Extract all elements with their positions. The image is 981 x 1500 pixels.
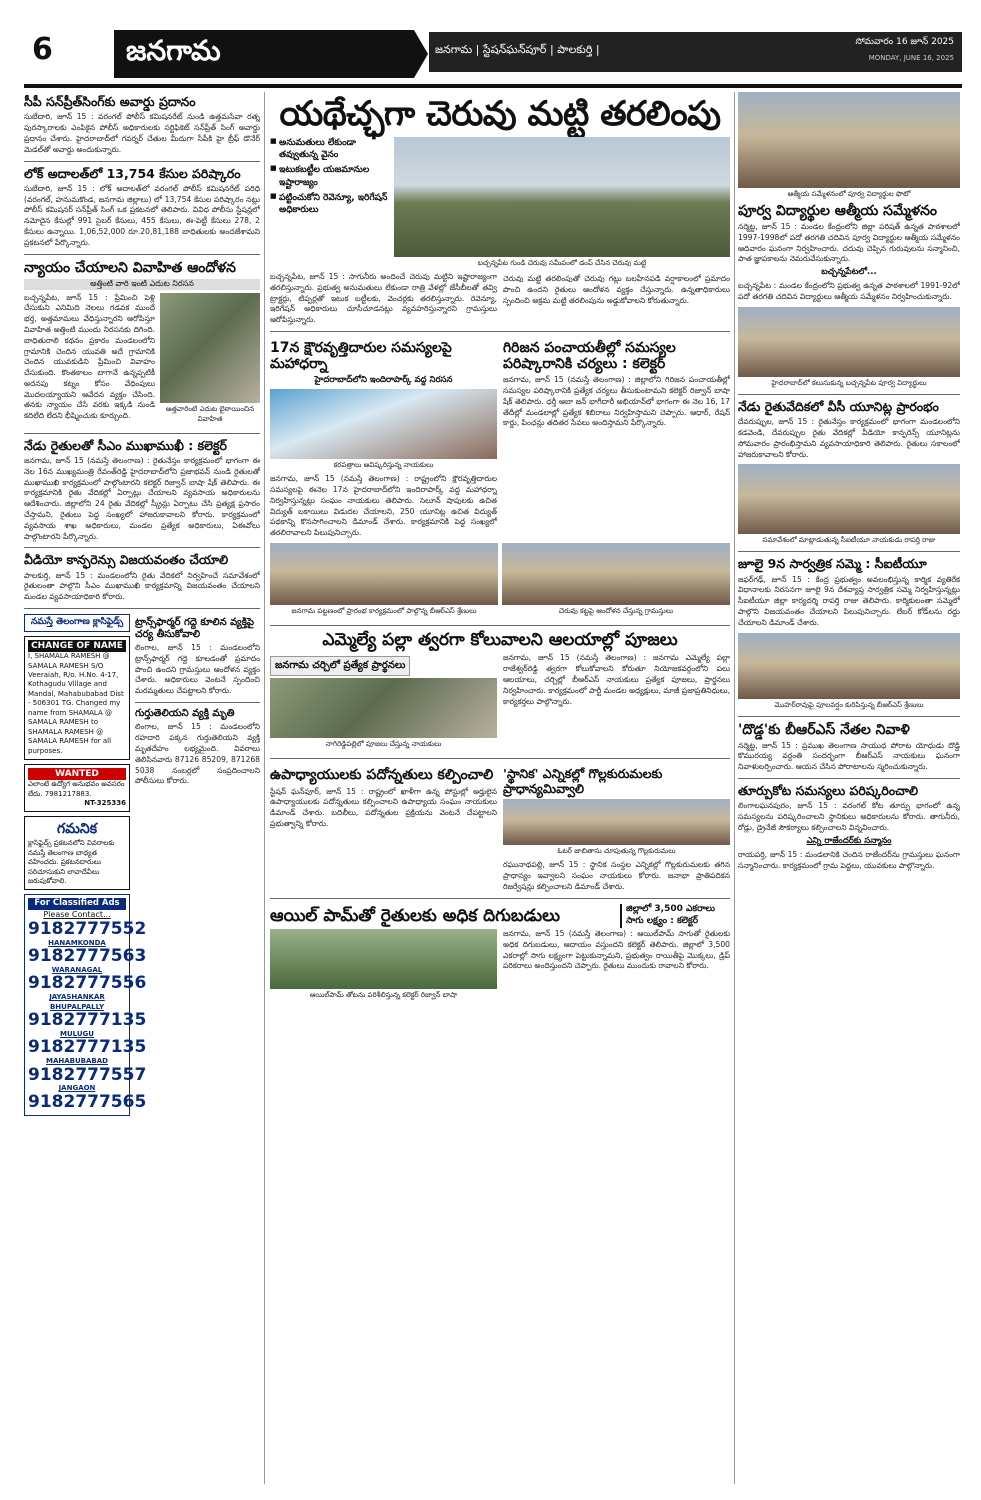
oilpalm-photo-col — [270, 929, 497, 1004]
story-with-photo — [24, 293, 260, 428]
photo-caption: ఓటర్ జాబితాను చూపుతున్న గొల్లకురుమలు — [557, 847, 676, 856]
column-divider — [264, 92, 265, 1484]
subheadline: జనగామ చర్చిలో ప్రత్యేక ప్రార్థనలు — [270, 656, 410, 676]
column-divider — [734, 92, 735, 1484]
pamphlet-photo — [270, 389, 497, 459]
alumni-photo — [738, 307, 960, 377]
article-body: స్టేషన్ ఘన్‌పూర్, జూన్ 15 : రాష్ట్రంలో ఖాళీగా ఉన్న పోస్టుల్లో అర్హులైన ఉపాధ్యాయులకు పదోన్నతులు కల్పించాలని ఉపాధ్యాయ సంఘం నాయకులు డిమాండ్ చేశారు. బదిలీలు, పదోన్నతుల ప్రక్రియను వెంటనే చేపట్టాలని ప్రభుత్వాన్ని కోరారు. — [270, 786, 497, 828]
headline: ఎమ్మెల్యే పల్లా త్వరగా కోలువాలని ఆలయాల్లో పూజలు — [322, 629, 678, 650]
third-row — [270, 764, 730, 892]
divider — [270, 898, 730, 899]
article-body: లింగాలఘనపురం, జూన్ 15 : వరంగల్ కోట తూర్పు భాగంలో ఉన్న సమస్యలను పరిష్కరించాలని స్థానికులు అధికారులను కోరారు. తాగునీరు, రోడ్లు, డ్రైనేజీ సౌకర్యాలు కల్పించాలని విన్నవించారు. — [738, 801, 960, 832]
prayers-photo-col — [270, 653, 497, 753]
story-prayers — [270, 653, 730, 753]
phone-region: JAYASHANKAR BHUPALPALLY — [49, 993, 105, 1011]
headline: ఉపాధ్యాయులకు పదోన్నతులు కల్పించాలి — [270, 767, 494, 784]
event-photo — [502, 543, 730, 605]
classifieds-brand: నమస్తే తెలంగాణ క్లాసిఫైడ్స్ — [24, 614, 130, 632]
ad-code: NT-325336 — [84, 798, 126, 807]
photo-caption: హైదరాబాద్‌లో కలుసుకున్న బచ్చన్నపేట పూర్వ విద్యార్థులు — [771, 378, 927, 387]
article-body: రాయపర్తి, జూన్ 15 : మండలానికి చెందిన రాజేందర్‌ను గ్రామస్తులు ఘనంగా సన్మానించారు. కార్యక్రమంలో గ్రామ పెద్దలు, యువకులు పాల్గొన్నారు. — [738, 849, 960, 870]
lead-body — [270, 272, 730, 326]
right-column — [738, 92, 960, 1484]
article-body: సుబేదారి, జూన్ 15 : లోక్ అదాలత్‌లో వరంగల్ పోలీస్ కమిషనరేట్ పరిధి (వరంగల్, హనుమకొండ, జనగామ జిల్లాలు) లో 13,754 కేసుల పరిష్కారం నట్లు పోలీస్ కమిషనర్ సన్‌ప్రీత్ సింగ్ ఒక ప్రకటనలో తెలిపారు. వివిధ పోలీసు స్టేషన్లలో నమోదైన కేసుల్లో 991 సైబర్ కేసులు, 455 కేసులు, ఈ-పెట్టీ కేసులు 278, 2 కేసులు ఉన్నాయి. 1,06,52,000 రూ.20,81,188 బాధితులకు అందజేశామని ప్రకటనలో పేర్కొన్నారు. — [24, 183, 260, 247]
photo-caption: కరపత్రాలు ఆవిష్కరిస్తున్న నాయకులు — [333, 461, 434, 470]
article-body: లింగాల, జూన్ 15 : మండలంలోని ట్రాన్స్‌ఫార్మర్ గద్దె కూలడంతో ప్రమాదం పొంచి ఉందని గ్రామస్తులు ఆందోళన వ్యక్తం చేశారు. అధికారులు వెంటనే స్పందించి మరమ్మతులు చేపట్టాలని కోరారు. — [135, 643, 260, 696]
alumni-photo — [738, 92, 960, 188]
article-body: రఘునాథపల్లి, జూన్ 15 : స్థానిక సంస్థల ఎన్నికల్లో గొల్లకురుమలకు తగిన ప్రాధాన్యం ఇవ్వాలని సంఘం నాయకులు కోరారు. జనాభా ప్రాతిపదికన రిజర్వేషన్లు కల్పించాలని డిమాండ్ చేశారు. — [503, 860, 730, 891]
headline: లోక్ అదాలత్‌లో 13,754 కేసుల పరిష్కారం — [24, 165, 241, 181]
tribute-photo — [738, 633, 960, 699]
editions: జనగామ | స్టేషన్‌ఘన్‌పూర్ | పాలకుర్తి | — [435, 43, 600, 56]
phone-number: 9182777565 — [28, 1091, 147, 1112]
headline: గిరిజన పంచాయతీల్లో సమస్యల పరిష్కారానికి చర్యలు : కలెక్టర్ — [503, 340, 676, 373]
headline: వీడియో కాన్ఫరెన్సు విజయవంతం చేయాలి — [24, 552, 229, 568]
article-body: పాలకుర్తి, జూన్ 15 : మండలంలోని రైతు వేదికలో నిర్వహించే సమావేశంలో రైతులంతా పాల్గొని సీఎం ముఖాముఖి కార్యక్రమాన్ని విజయవంతం చేయాలని మండల వ్యవసాయాధికారి కోరారు. — [24, 570, 260, 602]
story-barbers — [270, 337, 497, 539]
classifieds-area — [24, 614, 260, 1120]
side-stories — [135, 614, 260, 1120]
middle-column — [270, 92, 730, 1484]
subheadline: ఎన్ని రాజేందర్‌కు సన్మానం — [806, 835, 892, 846]
divider — [135, 702, 260, 703]
photo-strip — [270, 543, 730, 620]
phone-list — [28, 918, 147, 1112]
article-body: జఫర్‌గఢ్, జూన్ 15 : కేంద్ర ప్రభుత్వం అవలంభిస్తున్న కార్మిక వ్యతిరేక విధానాలకు నిరసనగా జూలై 9న దేశవ్యాప్త సార్వత్రిక సమ్మె నిర్వహిస్తున్నట్లు సీఐటీయూ జిల్లా కార్యదర్శి రాపర్తి రాజు తెలిపారు. కార్మికులంతా సమ్మెలో పాల్గొని విజయవంతం చేయాలని పిలుపునిచ్చారు. లేబర్ కోడ్‌లను రద్దు చేయాలని డిమాండ్ చేశారు. — [738, 574, 960, 627]
temple-photo — [270, 678, 497, 738]
phone-number: 9182777135 — [28, 1037, 147, 1058]
lake-soil-photo — [394, 137, 730, 257]
headline: తూర్పుకోట సమస్యలు పరిష్కరించాలి — [738, 783, 919, 798]
phone-number: 9182777556 — [28, 973, 147, 994]
article-body: జనగామ, జూన్ 15 (నమస్తే తెలంగాణ) : ఆయిల్‌పామ్ సాగుతో రైతులకు అధిక దిగుబడులు, ఆదాయం వస్తుందని కలెక్టర్ తెలిపారు. జిల్లాలో 3,500 ఎకరాల్లో సాగు లక్ష్యంగా పెట్టుకున్నామని, ప్రభుత్వం రాయితీపై మొక్కలు, డ్రిప్ పరికరాలు అందిస్తుందని చెప్పారు. రైతులు ముందుకు రావాలని కోరారు. — [503, 929, 730, 971]
article-body: జనగామ, జూన్ 15 (నమస్తే తెలంగాణ) : రాష్ట్రంలోని క్షౌరవృత్తిదారుల సమస్యలపై ఈనెల 17న హైదరాబాద్‌లోని ఇందిరాపార్క్ వద్ద మహాధర్నా నిర్వహిస్తున్నట్లు సంఘం నాయకులు తెలిపారు. సెలూన్ షాపులకు ఉచిత విద్యుత్ బకాయిలు విడుదల చేయాలని, 250 యూనిట్ల ఉచిత విద్యుత్ పథకాన్ని కొనసాగించాలని డిమాండ్ చేశారు. కార్యక్రమానికి పెద్ద సంఖ్యలో తరలిరావాలని పిలుపునిచ్చారు. — [270, 474, 497, 538]
meeting-photo — [738, 464, 960, 534]
photo-caption: ఆయిల్‌పామ్ తోటను పరిశీలిస్తున్న కలెక్టర్ రిజ్వాన్ బాషా — [309, 991, 458, 1000]
divider — [270, 331, 730, 332]
phone-region: MULUGU — [60, 1029, 94, 1038]
notice-body: క్లాసిఫైడ్స్ ప్రకటనలోని వివరాలకు నమస్తే తెలంగాణ బాధ్యత వహించదు. ప్రకటనదారులు సరిచూసుకుని లావాదేవీలు జరుపుకోవాలి. — [28, 839, 115, 886]
headline: పూర్వ విద్యార్థుల ఆత్మీయ సమ్మేళనం — [738, 203, 938, 219]
subheadline: బచ్చన్నపేటలో... — [821, 267, 877, 278]
article-body: జనగామ, జూన్ 15 (నమస్తే తెలంగాణ) : రైతునేస్తం కార్యక్రమంలో భాగంగా ఈ నెల 16న ముఖ్యమంత్రి రేవంత్‌రెడ్డి హైదరాబాద్‌లోని ప్రజాభవన్ నుండి రైతులతో ముఖాముఖి కార్యక్రమంలో పాల్గొంటారని కలెక్టర్ రిజ్వాన్ బాషా షేక్ తెలిపారు. ఈ కార్యక్రమానికి రైతు వేదికల్లో ఏర్పాట్లు చేయాలని వ్యవసాయ అధికారులను ఆదేశించారు. జిల్లాలోని 24 రైతు వేదికల్లో స్క్రీన్లు ఏర్పాటు చేసి ప్రత్యక్ష ప్రసారం చేస్తామని, రైతులు పెద్ద సంఖ్యలో హాజరుకావాలని కోరారు. కార్యక్రమంలో వ్యవసాయ శాఖ అధికారులు, మండల ప్రత్యేక అధికారులు, ఏఈవోలు పాల్గొంటారని పేర్కొన్నారు. — [24, 456, 260, 541]
classified-contacts — [24, 894, 147, 1115]
change-of-name-ad — [24, 636, 130, 760]
second-row — [270, 337, 730, 539]
photo-caption: చెరువు కట్టపై ఆందోళన చేస్తున్న గ్రామస్తులు — [558, 606, 674, 615]
divider — [24, 608, 260, 609]
article-body: బచ్చన్నపేట : మండల కేంద్రంలోని ప్రభుత్వ ఉన్నత పాఠశాలలో 1991-92లో పదో తరగతి చదివిన విద్యార్థులు ఆత్మీయ సమ్మేళనం నిర్వహించుకున్నారు. — [738, 281, 960, 301]
divider — [24, 547, 260, 548]
left-column — [24, 92, 260, 1484]
photo-caption: అత్తవారింటి ఎదుట బైఠాయించిన వివాహిత — [165, 404, 255, 423]
photo-block — [160, 293, 260, 428]
contacts-title: For Classified Ads — [28, 898, 126, 909]
story-teachers — [270, 764, 497, 892]
photo-caption: నాగిరెడ్డిపల్లిలో పూజలు చేస్తున్న నాయకులు — [325, 740, 442, 749]
tagline: జిల్లాలో 3,500 ఎకరాలు సాగు లక్ష్యం : కలెక్టర్ — [620, 904, 730, 928]
wanted-ad — [24, 764, 130, 812]
section-name: జనగామ — [114, 30, 414, 78]
article-body: జనగామ, జూన్ 15 (నమస్తే తెలంగాణ) : జనగామ ఎమ్మెల్యే పల్లా రాజేశ్వర్‌రెడ్డి త్వరగా కోలుకోవాలని కోరుతూ నియోజకవర్గంలోని పలు ఆలయాలు, చర్చిల్లో బీఆర్‌ఎస్ నాయకులు ప్రత్యేక పూజలు, ప్రార్థనలు నిర్వహించారు. కార్యక్రమంలో పార్టీ మండల అధ్యక్షులు, మాజీ ప్రజాప్రతినిధులు, కార్యకర్తలు పాల్గొన్నారు. — [503, 653, 730, 706]
divider — [738, 551, 960, 552]
headline: సీపీ సన్‌ప్రీత్‌సింగ్‌కు అవార్డు ప్రదానం — [24, 94, 196, 109]
divider — [24, 254, 260, 255]
masthead-bar — [429, 32, 962, 72]
article-body: నర్మెట్ట, జూన్ 15 : మండల కేంద్రంలోని జిల్లా పరిషత్ ఉన్నత పాఠశాలలో 1997-1998లో పదో తరగతి చదివిన పూర్వ విద్యార్థుల ఆత్మీయ సమ్మేళనం ఆదివారం ఘనంగా నిర్వహించారు. చదువు చెప్పిన గురువులను సన్మానించి, పాత జ్ఞాపకాలను నెమరువేసుకున్నారు. — [738, 222, 960, 264]
photo-caption: సమావేశంలో మాట్లాడుతున్న సీఐటీయూ నాయకుడు రాపర్తి రాజు — [762, 536, 936, 545]
divider — [738, 778, 960, 779]
article-body: బచ్చన్నపేట, జూన్ 15 : ప్రేమించి పెళ్లి చేసుకుని ఎనిమిది నెలలు గడవక ముందే భర్త, అత్తమామలు వేధిస్తున్నారని ఆరోపిస్తూ వివాహిత అత్తింటి ముందు నిరసనకు దిగింది. బాధితురాలి కథనం ప్రకారం మండలంలోని గ్రామానికి చెందిన యువతి అదే గ్రామానికి చెందిన యువకుడిని ప్రేమించి వివాహం చేసుకుంది. కొంతకాలం బాగానే ఉన్నప్పటికీ అదనపు కట్నం కోసం వేధింపులు మొదలయ్యాయని ఆవేదన వ్యక్తం చేసింది. తనకు న్యాయం చేసే వరకు ఇక్కడి నుండి కదిలేది లేదని భీష్మించుకు కూర్చుంది. — [24, 292, 155, 421]
headline: న్యాయం చేయాలని వివాహిత ఆందోళన — [24, 259, 236, 276]
headline: ట్రాన్స్‌ఫార్మర్ గద్దె కూలిన వ్యక్తిపై చర్య తీసుకోవాలి — [135, 617, 255, 640]
lead-story — [270, 137, 730, 272]
date-telugu: సోమవారం 16 జూన్ 2025 — [855, 37, 954, 47]
lead-bullets — [270, 137, 388, 272]
article-body: బచ్చన్నపేట, జూన్ 15 : సాగునీరు అందించే చెరువు మట్టిని ఇష్టారాజ్యంగా తరలిస్తున్నారు. ప్రభుత్వ అనుమతులు లేకుండా రాత్రి వేళల్లో జేసీబీలతో తవ్వి ట్రాక్టర్లు, టిప్పర్లతో ఇటుక బట్టీలకు, వెంచర్లకు తరలిస్తున్నారు. రెవెన్యూ, ఇరిగేషన్ అధికారులు చూసీచూడనట్లు వ్యవహరిస్తున్నారని గ్రామస్తులు ఆరోపిస్తున్నారు. — [270, 272, 497, 325]
ad-body: I, SHAMALA RAMESH @ SAMALA RAMESH S/O Veeraiah, R/o. H.No. 4-17, Kothagudu Village and Mandal, Mahabubabad Dist - 506301 TG. Changed my name from SHAMALA @ SAMALA RAMESH to SHAMALA RAMESH @ SAMALA RAMESH for all purposes. — [28, 652, 124, 755]
phone-number: 9182777552 — [28, 918, 147, 939]
photo-caption: జనగామ పట్టణంలో ప్రారంభ కార్యక్రమంలో పాల్గొన్న బీఆర్‌ఎస్ శ్రేణులు — [291, 606, 477, 615]
lead-photo-block — [394, 137, 730, 272]
divider — [24, 433, 260, 434]
article-body: లింగాల, జూన్ 15 : మండలంలోని రహదారి పక్కన గుర్తుతెలియని వ్యక్తి మృతదేహం లభ్యమైంది. వివరాలు తెలిసినవారు 87126 85209, 871268 5038 నంబర్లలో సంప్రదించాలని పోలీసులు కోరారు. — [135, 722, 260, 786]
oilpalm-photo — [270, 929, 497, 989]
divider — [24, 161, 260, 162]
article-body: చెరువు మట్టి తరలింపుతో చెరువు గట్లు బలహీనపడి వర్షాకాలంలో ప్రమాదం పొంచి ఉందని రైతులు ఆందోళన వ్యక్తం చేస్తున్నారు. ఉన్నతాధికారులు స్పందించి అక్రమ మట్టి తరలింపును అడ్డుకోవాలని కోరుతున్నారు. — [503, 274, 730, 305]
photo-caption: మొహర్‌రావుపై పూలవర్షం కురిపిస్తున్న బీఆర్‌ఎస్ శ్రేణులు — [774, 700, 924, 709]
subheadline: అత్తింటి వారి ఇంటి ఎదుట నిరసన — [24, 279, 260, 290]
phone-region: JANGAON — [58, 1084, 96, 1093]
classifieds-column — [24, 614, 147, 1120]
bullet-point: ■ పట్టించుకోని రెవెన్యూ, ఇరిగేషన్ అధికారులు — [270, 192, 388, 216]
headline: జూలై 9న సార్వత్రిక సమ్మె : సీఐటీయూ — [738, 556, 927, 572]
headline: ఆయిల్ పామ్‌తో రైతులకు అధిక దిగుబడులు — [270, 905, 561, 926]
headline: 17న క్షౌరవృత్తిదారుల సమస్యలపై మహాధర్నా — [270, 340, 452, 373]
headline: నేడు రైతులతో సీఎం ముఖాముఖీ : కలెక్టర్ — [24, 437, 227, 453]
article-body: జనగామ, జూన్ 15 (నమస్తే తెలంగాణ) : జిల్లాలోని గిరిజన పంచాయతీల్లో సమస్యల పరిష్కారానికి ప్రత్యేక చర్యలు తీసుకుంటామని కలెక్టర్ రిజ్వాన్ బాషా షేక్ తెలిపారు. ధర్తీ ఆబా జన్ భాగీదారీ అభియాన్‌లో భాగంగా ఈ నెల 16, 17 తేదీల్లో మండలాల్లో ప్రత్యేక శిబిరాలు నిర్వహిస్తామని చెప్పారు. ఆధార్, రేషన్ కార్డు, పింఛన్లు తదితర సేవలు అందిస్తామని పేర్కొన్నారు. — [503, 375, 730, 428]
divider — [738, 716, 960, 717]
group-photo — [503, 799, 730, 845]
page-number: 6 — [32, 32, 53, 67]
headline: గుర్తుతెలియని వ్యక్తి మృతి — [135, 707, 235, 719]
headline: 'దొడ్డ'కు బీఆర్‌ఎస్ నేతల నివాళి — [738, 721, 910, 738]
ad-body: ఎలాంటి ఉద్యోగ అనుభవం అవసరం లేదు. 7981217883. — [28, 780, 125, 798]
headline: నేడు రైతువేదికలో వీసీ యూనిట్ల ప్రారంభం — [738, 398, 939, 414]
bullet-point: ■ అనుమతులు లేకుండా తవ్వుతున్న వైనం — [270, 137, 388, 161]
divider — [738, 394, 960, 395]
masthead-rule — [24, 84, 962, 88]
phone-region: MAHABUBABAD — [46, 1057, 108, 1066]
phone-region: HANAMKONDA — [48, 938, 106, 947]
story-oilpalm — [270, 929, 730, 1004]
lead-headline: యథేచ్ఛగా చెరువు మట్టి తరలింపు — [279, 94, 721, 134]
phone-number: 9182777563 — [28, 946, 147, 967]
masthead — [24, 28, 962, 84]
phone-number: 9182777135 — [28, 1010, 147, 1031]
phone-region: WARANAGAL — [51, 965, 103, 974]
phone-number: 9182777557 — [28, 1064, 147, 1085]
bullet-point: ■ ఇటుకబట్టీల యజమానుల ఇష్టారాజ్యం — [270, 164, 388, 188]
ad-title: WANTED — [28, 768, 126, 780]
date-english: MONDAY, JUNE 16, 2025 — [868, 54, 954, 62]
oilpalm-header — [270, 904, 730, 930]
divider — [270, 625, 730, 626]
ad-title: CHANGE OF NAME — [28, 640, 126, 652]
subheadline: హైదరాబాద్‌లోని ఇందిరాపార్క్ వద్ద నిరసన — [314, 375, 453, 386]
article-body: దేవరుప్పుల, జూన్ 15 : రైతునేస్తం కార్యక్రమంలో భాగంగా మండలంలోని కడవెండి, దేవరుప్పుల రైతు వేదికల్లో వీడియో కాన్ఫరెన్స్ యూనిట్లను సోమవారం ప్రారంభిస్తామని వ్యవసాయాధికారి తెలిపారు. రైతులు సకాలంలో హాజరుకావాలని కోరారు. — [738, 417, 960, 459]
photo-block — [270, 543, 498, 620]
event-photo — [270, 543, 498, 605]
contacts-subtitle: Please Contact... — [43, 909, 111, 919]
photo-block — [502, 543, 730, 620]
headline: 'స్థానిక' ఎన్నికల్లో గొల్లకురుమలకు ప్రాధాన్యమివ్వాలి — [503, 766, 663, 796]
article-body: సుబేదారి, జూన్ 15 : వరంగల్ పోలీస్ కమిషనరేట్ నుండి ఉత్తమసేవా రత్న పురస్కారాలకు ఎంపికైన పోలీస్ అధికారులకు సర్టిఫికెట్ సన్‌ప్రీత్ సింగ్ అవార్డు ప్రదానం చేశారు. హైదరాబాద్‌లో గవర్నర్ చేతుల మీదుగా సీపీకి హై బ్రీఫ్ డొనేర్ మెడల్‌తో అవార్డు అందుకున్నారు. — [24, 112, 260, 154]
article-body: నర్మెట్ట, జూన్ 15 : ప్రముఖ తెలంగాణ సాయుధ పోరాట యోధుడు దొడ్డి కొమురయ్య వర్ధంతి సందర్భంగా బీఆర్‌ఎస్ నాయకులు ఘనంగా నివాళులర్పించారు. ఆయన చేసిన పోరాటాలను స్మరించుకున్నారు. — [738, 740, 960, 772]
notice-title: గమనిక — [56, 821, 98, 838]
divider — [270, 758, 730, 759]
notice-box — [24, 816, 130, 890]
photo-caption: బచ్చన్నపేట గుండి చెరువు సమీపంలో డంప్ చేసిన చెరువు మట్టి — [477, 259, 647, 268]
protest-photo — [160, 293, 260, 403]
story-tribal — [503, 337, 730, 539]
photo-caption: ఆత్మీయ సమ్మేళనంలో పూర్వ విద్యార్థుల ఫొటో — [787, 190, 911, 198]
story-golla — [503, 764, 730, 892]
